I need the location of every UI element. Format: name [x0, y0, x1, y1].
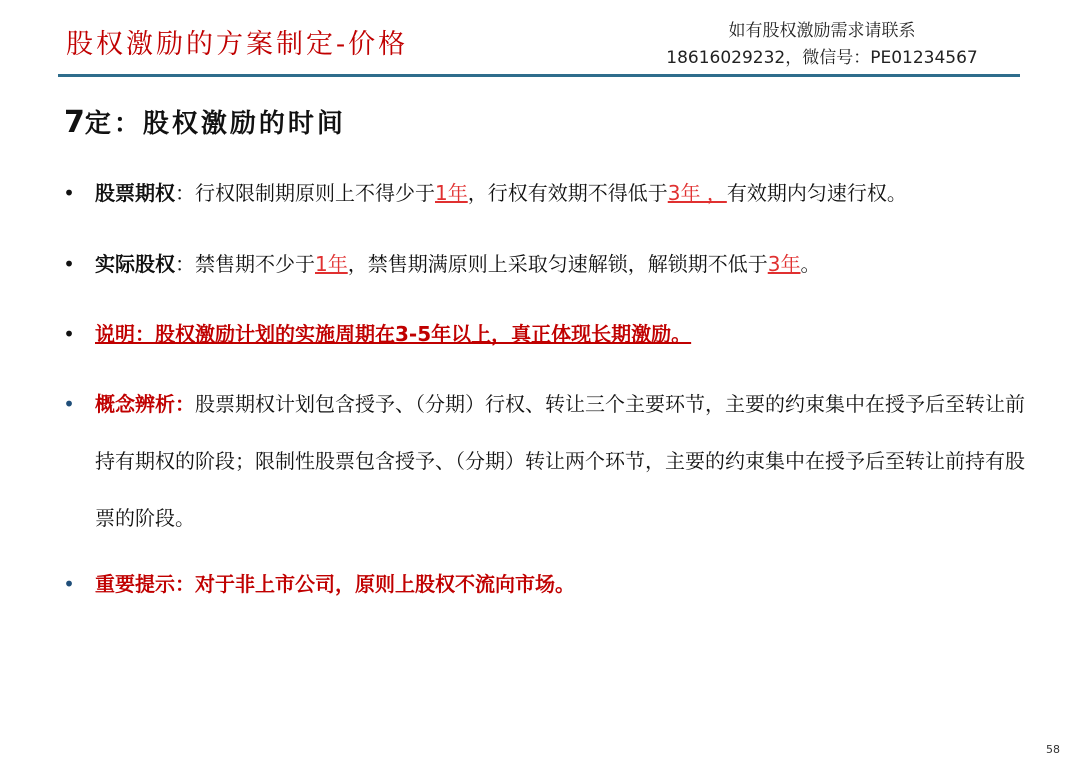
actual-equity-sep: ：	[175, 252, 195, 276]
stock-options-valid-period: 3年 ，	[667, 181, 727, 205]
contact-info	[642, 18, 1002, 72]
bullet-stock-options	[63, 165, 1030, 222]
stock-options-text-3: 有效期内匀速行权。	[726, 181, 907, 205]
bullet-actual-equity	[63, 236, 1030, 293]
actual-equity-lockup-period: 1年	[315, 252, 348, 276]
slide-title: 股权激励的方案制定-价格	[66, 29, 409, 60]
note-text: 说明：股权激励计划的实施周期在3-5年以上，真正体现长期激励。	[95, 322, 692, 346]
actual-equity-text-1: 禁售期不少于	[195, 252, 315, 276]
bullet-concept	[63, 376, 1030, 547]
actual-equity-unlock-period: 3年	[767, 252, 801, 276]
bullet-important	[63, 556, 1030, 613]
important-label: 重要提示：	[95, 572, 195, 596]
stock-options-text-2: ，行权有效期不得低于	[467, 181, 668, 205]
bullet-dot-icon: •	[63, 252, 75, 276]
concept-label: 概念辨析：	[95, 392, 195, 416]
bullet-note	[63, 306, 1030, 363]
section-heading-text: 定：股权激励的时间	[84, 109, 346, 139]
actual-equity-text-3: 。	[800, 252, 821, 276]
section-heading	[64, 103, 346, 140]
bullet-dot-icon: •	[63, 572, 75, 596]
contact-line-2: 18616029232，微信号：PE01234567	[666, 48, 978, 68]
bullet-dot-icon: •	[63, 181, 75, 205]
header-divider	[58, 74, 1020, 77]
stock-options-sep: ：	[175, 181, 195, 205]
actual-equity-text-2: ，禁售期满原则上采取匀速解锁，解锁期不低于	[347, 252, 768, 276]
bullet-dot-icon: •	[63, 392, 75, 416]
page-number: 58	[1046, 743, 1060, 756]
actual-equity-label: 实际股权	[95, 252, 175, 276]
bullet-dot-icon: •	[63, 322, 75, 346]
concept-text: 股票期权计划包含授予、（分期）行权、转让三个主要环节，主要的约束集中在授予后至转让前持有期权的阶段；限制性股票包含授予、（分期）转让两个环节，主要的约束集中在授予后至转让前持有股票的阶段。	[95, 392, 1025, 530]
stock-options-min-period: 1年	[435, 181, 468, 205]
contact-line-1: 如有股权激励需求请联系	[728, 21, 916, 41]
important-text: 对于非上市公司，原则上股权不流向市场。	[195, 572, 575, 596]
section-number: 7	[64, 105, 85, 140]
stock-options-label: 股票期权	[95, 181, 175, 205]
stock-options-text-1: 行权限制期原则上不得少于	[195, 181, 435, 205]
